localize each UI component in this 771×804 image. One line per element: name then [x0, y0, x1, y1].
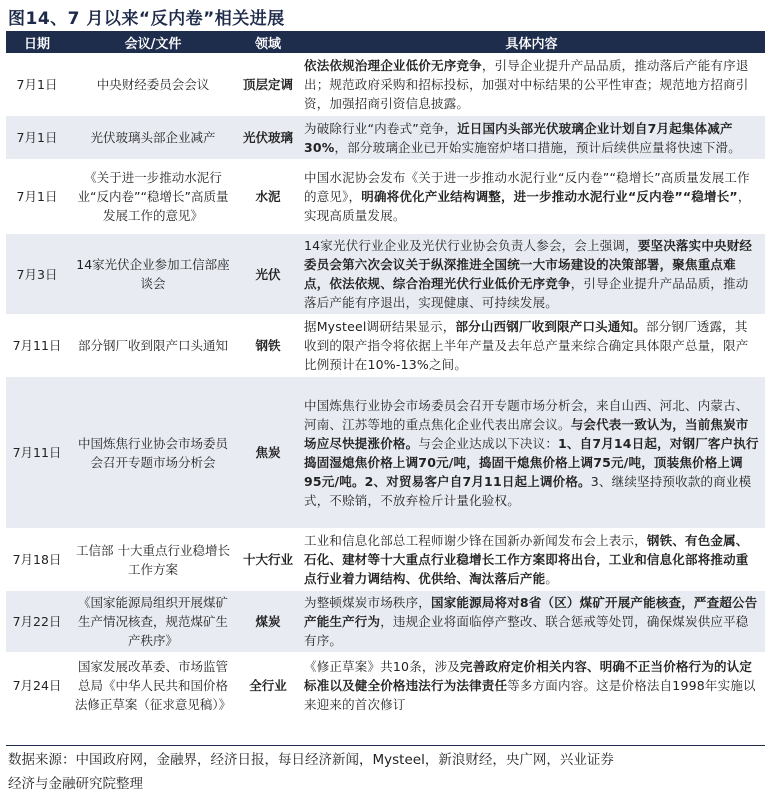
cell-document: 《国家能源局组织开展煤矿生产情况核查，规范煤矿生产秩序》 [68, 591, 238, 653]
content-text: 14家光伏行业企业及光伏行业协会负责人参会，会上强调， [304, 238, 638, 253]
content-text: ，实现高质量发展。 [304, 189, 751, 223]
source-line-2: 经济与金融研究院整理 [8, 776, 143, 792]
cell-content [298, 653, 765, 719]
table-row [6, 315, 765, 377]
cell-document: 《关于进一步推动水泥行业“反内卷”“稳增长”高质量发展工作的意见》 [68, 160, 238, 234]
table-row [6, 529, 765, 591]
content-text: 中国水泥协会发布《关于进一步推动水泥行业“反内卷”“稳增长”高质量发展工作的意见》， [304, 170, 750, 204]
table-row [6, 54, 765, 116]
cell-document: 中国炼焦行业协会市场委员会召开专题市场分析会 [68, 377, 238, 529]
cell-field: 光伏玻璃 [238, 116, 298, 160]
content-text: 等多方面内容。这是价格法自1998年实施以来迎来的首次修订 [304, 678, 756, 713]
cell-date: 7月11日 [6, 315, 68, 377]
cell-field: 十大行业 [238, 529, 298, 591]
header-content: 具体内容 [298, 31, 765, 54]
content-text: ，部分玻璃企业已开始实施窑炉堵口措施，预计后续供应量将快速下滑。 [334, 139, 741, 155]
cell-content [298, 116, 765, 160]
source-note [8, 748, 763, 796]
cell-date: 7月24日 [6, 653, 68, 719]
table-row [6, 116, 765, 160]
content-text: 据Mysteel调研结果显示， [304, 319, 456, 334]
table-row [6, 653, 765, 719]
cell-field: 全行业 [238, 653, 298, 719]
content-text: 中国炼焦行业协会市场委员会召开专题市场分析会，来自山西、河北、内蒙古、河南、江苏等地的重点焦化企业代表出席会议。 [304, 397, 749, 432]
cell-document: 14家光伏企业参加工信部座谈会 [68, 234, 238, 315]
content-highlight: 依法依规治理企业低价无序竞争 [304, 58, 482, 73]
content-highlight: 近日国内头部光伏玻璃企业计划自7月起集体减产30% [304, 120, 733, 155]
cell-document: 工信部 十大重点行业稳增长工作方案 [68, 529, 238, 591]
content-highlight: 完善政府定价相关内容、明确不正当价格行为的认定标准以及健全价格违法行为法律责任 [304, 659, 753, 694]
cell-date: 7月11日 [6, 377, 68, 529]
cell-date: 7月3日 [6, 234, 68, 315]
content-text: 3、继续坚持预收款的商业模式，不赊销，不放弃检斤计量化验权。 [304, 473, 752, 508]
cell-field: 煤炭 [238, 591, 298, 653]
divider [6, 745, 765, 746]
progress-table [6, 31, 765, 719]
content-highlight: 部分山西钢厂收到限产口头通知。 [455, 319, 646, 334]
content-text: 工业和信息化部总工程师谢少锋在国新办新闻发布会上表示， [304, 533, 647, 548]
source-line-1: 数据来源：中国政府网，金融界，经济日报，每日经济新闻，Mysteel，新浪财经，央广网，兴业证券 [8, 752, 614, 768]
cell-field: 焦炭 [238, 377, 298, 529]
content-highlight: 明确将优化产业结构调整，进一步推动水泥行业“反内卷”“稳增长” [361, 189, 738, 204]
cell-content [298, 234, 765, 315]
content-text: 部分钢厂透露，其收到的限产指令将依据上半年产量及去年总产量来综合确定具体限产总量，限产比例预计在10%-13%之间。 [304, 319, 749, 372]
table-row [6, 377, 765, 529]
table-row [6, 591, 765, 653]
cell-content [298, 377, 765, 529]
content-text: 为整顿煤炭市场秩序， [304, 595, 432, 610]
header-document: 会议/文件 [68, 31, 238, 54]
content-highlight: 1、自7月14日起，对钢厂客户执行捣固湿熄焦价格上调70元/吨，捣固干熄焦价格上调75元/吨，顶装焦价格上调95元/吨。2、对贸易客户自7月11日起上调价格。 [304, 435, 759, 489]
content-text: ，违规企业将面临停产整改、联合惩戒等处罚，确保煤炭供应平稳有序。 [304, 614, 749, 648]
content-text: ，引导企业提升产品品质，推动落后产能有序退出，实现健康、可持续发展。 [304, 276, 749, 310]
table-body [6, 54, 765, 719]
cell-date: 7月1日 [6, 54, 68, 116]
header-field: 领域 [238, 31, 298, 54]
cell-content [298, 54, 765, 116]
cell-date: 7月22日 [6, 591, 68, 653]
cell-document: 中央财经委员会会议 [68, 54, 238, 116]
cell-document: 光伏玻璃头部企业减产 [68, 116, 238, 160]
content-text: 与会企业达成以下决议： [418, 435, 559, 451]
content-text: 《修正草案》共10条，涉及 [304, 659, 461, 675]
content-text: 。 [545, 571, 559, 586]
cell-field: 顶层定调 [238, 54, 298, 116]
cell-field: 光伏 [238, 234, 298, 315]
cell-date: 7月1日 [6, 160, 68, 234]
figure-title: 图14、7 月以来“反内卷”相关进展 [8, 9, 285, 29]
content-highlight: 与会代表一致认为，当前焦炭市场应尽快提涨价格。 [304, 416, 749, 451]
cell-field: 水泥 [238, 160, 298, 234]
table-header-row [6, 31, 765, 54]
table-row [6, 234, 765, 315]
cell-date: 7月1日 [6, 116, 68, 160]
content-highlight: 要坚决落实中央财经委员会第六次会议关于纵深推进全国统一大市场建设的决策部署，聚焦重点难点，依法依规、综合治理光伏行业低价无序竞争 [304, 238, 753, 291]
cell-date: 7月18日 [6, 529, 68, 591]
cell-field: 钢铁 [238, 315, 298, 377]
cell-content [298, 529, 765, 591]
content-text: 为破除行业“内卷式”竞争， [304, 120, 458, 136]
content-highlight: 钢铁、有色金属、石化、建材等十大重点行业稳增长工作方案即将出台，工业和信息化部将推动重点行业着力调结构、优供给、淘汰落后产能 [304, 533, 749, 586]
header-date: 日期 [6, 31, 68, 54]
cell-content [298, 591, 765, 653]
table-row [6, 160, 765, 234]
content-text: ，引导企业提升产品品质，推动落后产能有序退出；规范政府采购和招标投标，加强对中标结果的公平性审查；规范地方招商引资，加强招商引资信息披露。 [304, 58, 749, 111]
cell-document: 国家发展改革委、市场监管总局《中华人民共和国价格法修正草案（征求意见稿）》 [68, 653, 238, 719]
cell-document: 部分钢厂收到限产口头通知 [68, 315, 238, 377]
content-highlight: 国家能源局将对8省（区）煤矿开展产能核查，严查超公告产能生产行为 [304, 595, 758, 629]
cell-content [298, 160, 765, 234]
cell-content [298, 315, 765, 377]
